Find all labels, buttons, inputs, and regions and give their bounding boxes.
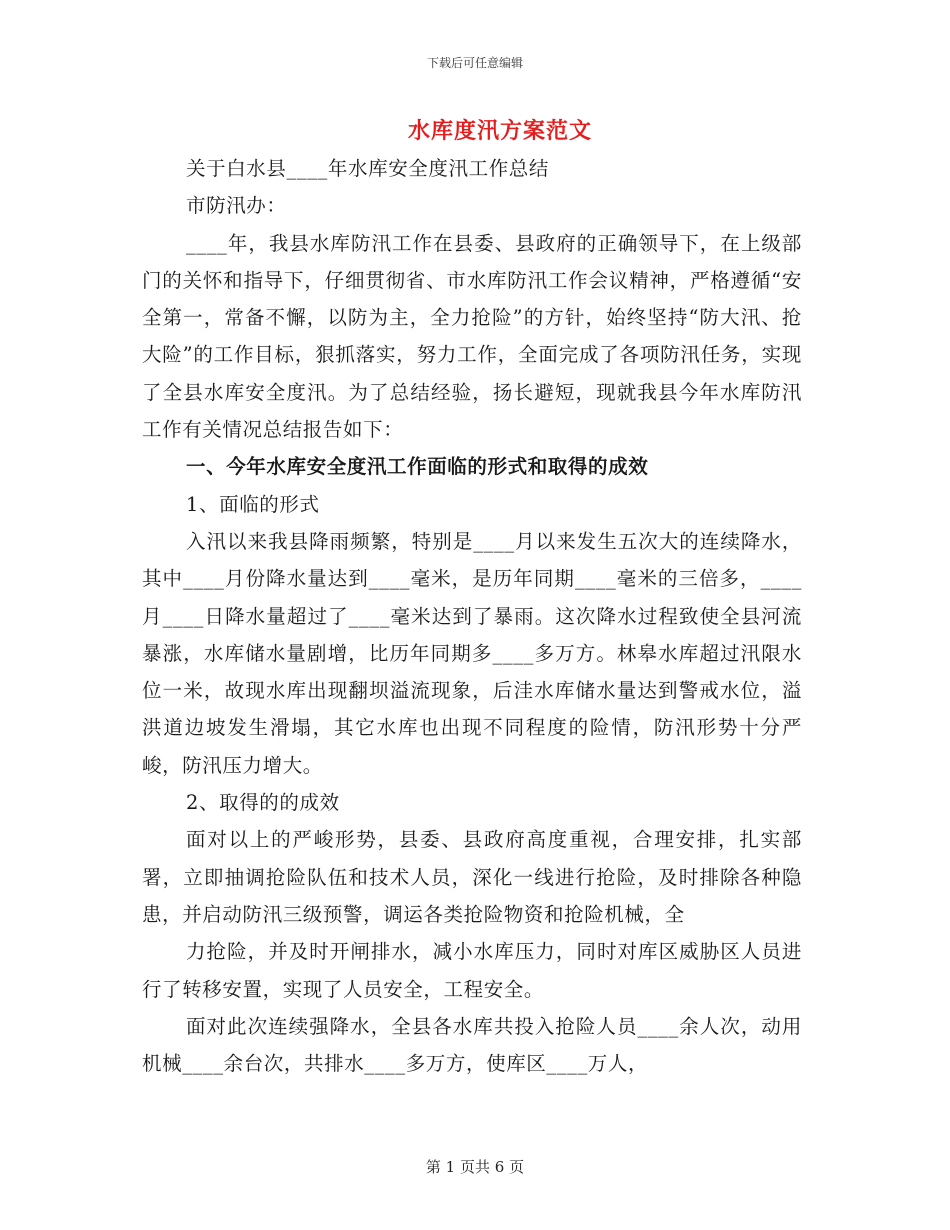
results-paragraph: 面对此次连续强降水，全县各水库共投入抢险人员____余人次，动用机械____余台次，共排水____多万方，使库区____万人， bbox=[142, 1014, 802, 1076]
subsection-heading-2: 2、取得的的成效 bbox=[186, 791, 340, 815]
response-paragraph-continued: 力抢险，并及时开闸排水，减小水库压力，同时对库区威胁区人员进行了转移安置，实现了人员安全，工程安全。 bbox=[142, 940, 802, 1001]
situation-paragraph: 入汛以来我县降雨频繁，特别是____月以来发生五次大的连续降水，其中____月份降水量达到____毫米，是历年同期____毫米的三倍多，____月____日降水量超过了____毫米达到了暴雨。这次降水过程致使全县河流暴涨，水库储水量剧增，比历年同期多____多万方。林皋水库超过汛限水位一米，故现水库出现翻坝溢流现象，后洼水库储水量达到警戒水位，溢洪道边坡发生滑塌，其它水库也出现不同程度的险情，防汛形势十分严峻，防汛压力增大。 bbox=[142, 529, 802, 777]
report-heading: 关于白水县____年水库安全度汛工作总结 bbox=[186, 157, 550, 180]
document-title: 水库度汛方案范文 bbox=[407, 118, 592, 144]
header-note: 下载后可任意编辑 bbox=[426, 56, 523, 70]
page-number: 第 1 页共 6 页 bbox=[425, 1158, 525, 1176]
subsection-heading-1: 1、面临的形式 bbox=[186, 492, 320, 516]
intro-paragraph: ____年，我县水库防汛工作在县委、县政府的正确领导下，在上级部门的关怀和指导下，仔细贯彻省、市水库防汛工作会议精神，严格遵循“安全第一，常备不懈，以防为主，全力抢险”的方针，始终坚持“防大汛、抢大险”的工作目标，狠抓落实，努力工作，全面完成了各项防汛任务，实现了全县水库安全度汛。为了总结经验，扬长避短，现就我县今年水库防汛工作有关情况总结报告如下： bbox=[142, 231, 802, 442]
section-heading-1: 一、今年水库安全度汛工作面临的形式和取得的成效 bbox=[186, 455, 649, 479]
response-paragraph: 面对以上的严峻形势，县委、县政府高度重视，合理安排，扎实部署，立即抽调抢险队伍和技术人员，深化一线进行抢险，及时排除各种隐患，并启动防汛三级预警，调运各类抢险物资和抢险机械，全 bbox=[142, 828, 802, 926]
document-body bbox=[142, 150, 802, 1082]
addressee: 市防汛办： bbox=[186, 194, 287, 218]
